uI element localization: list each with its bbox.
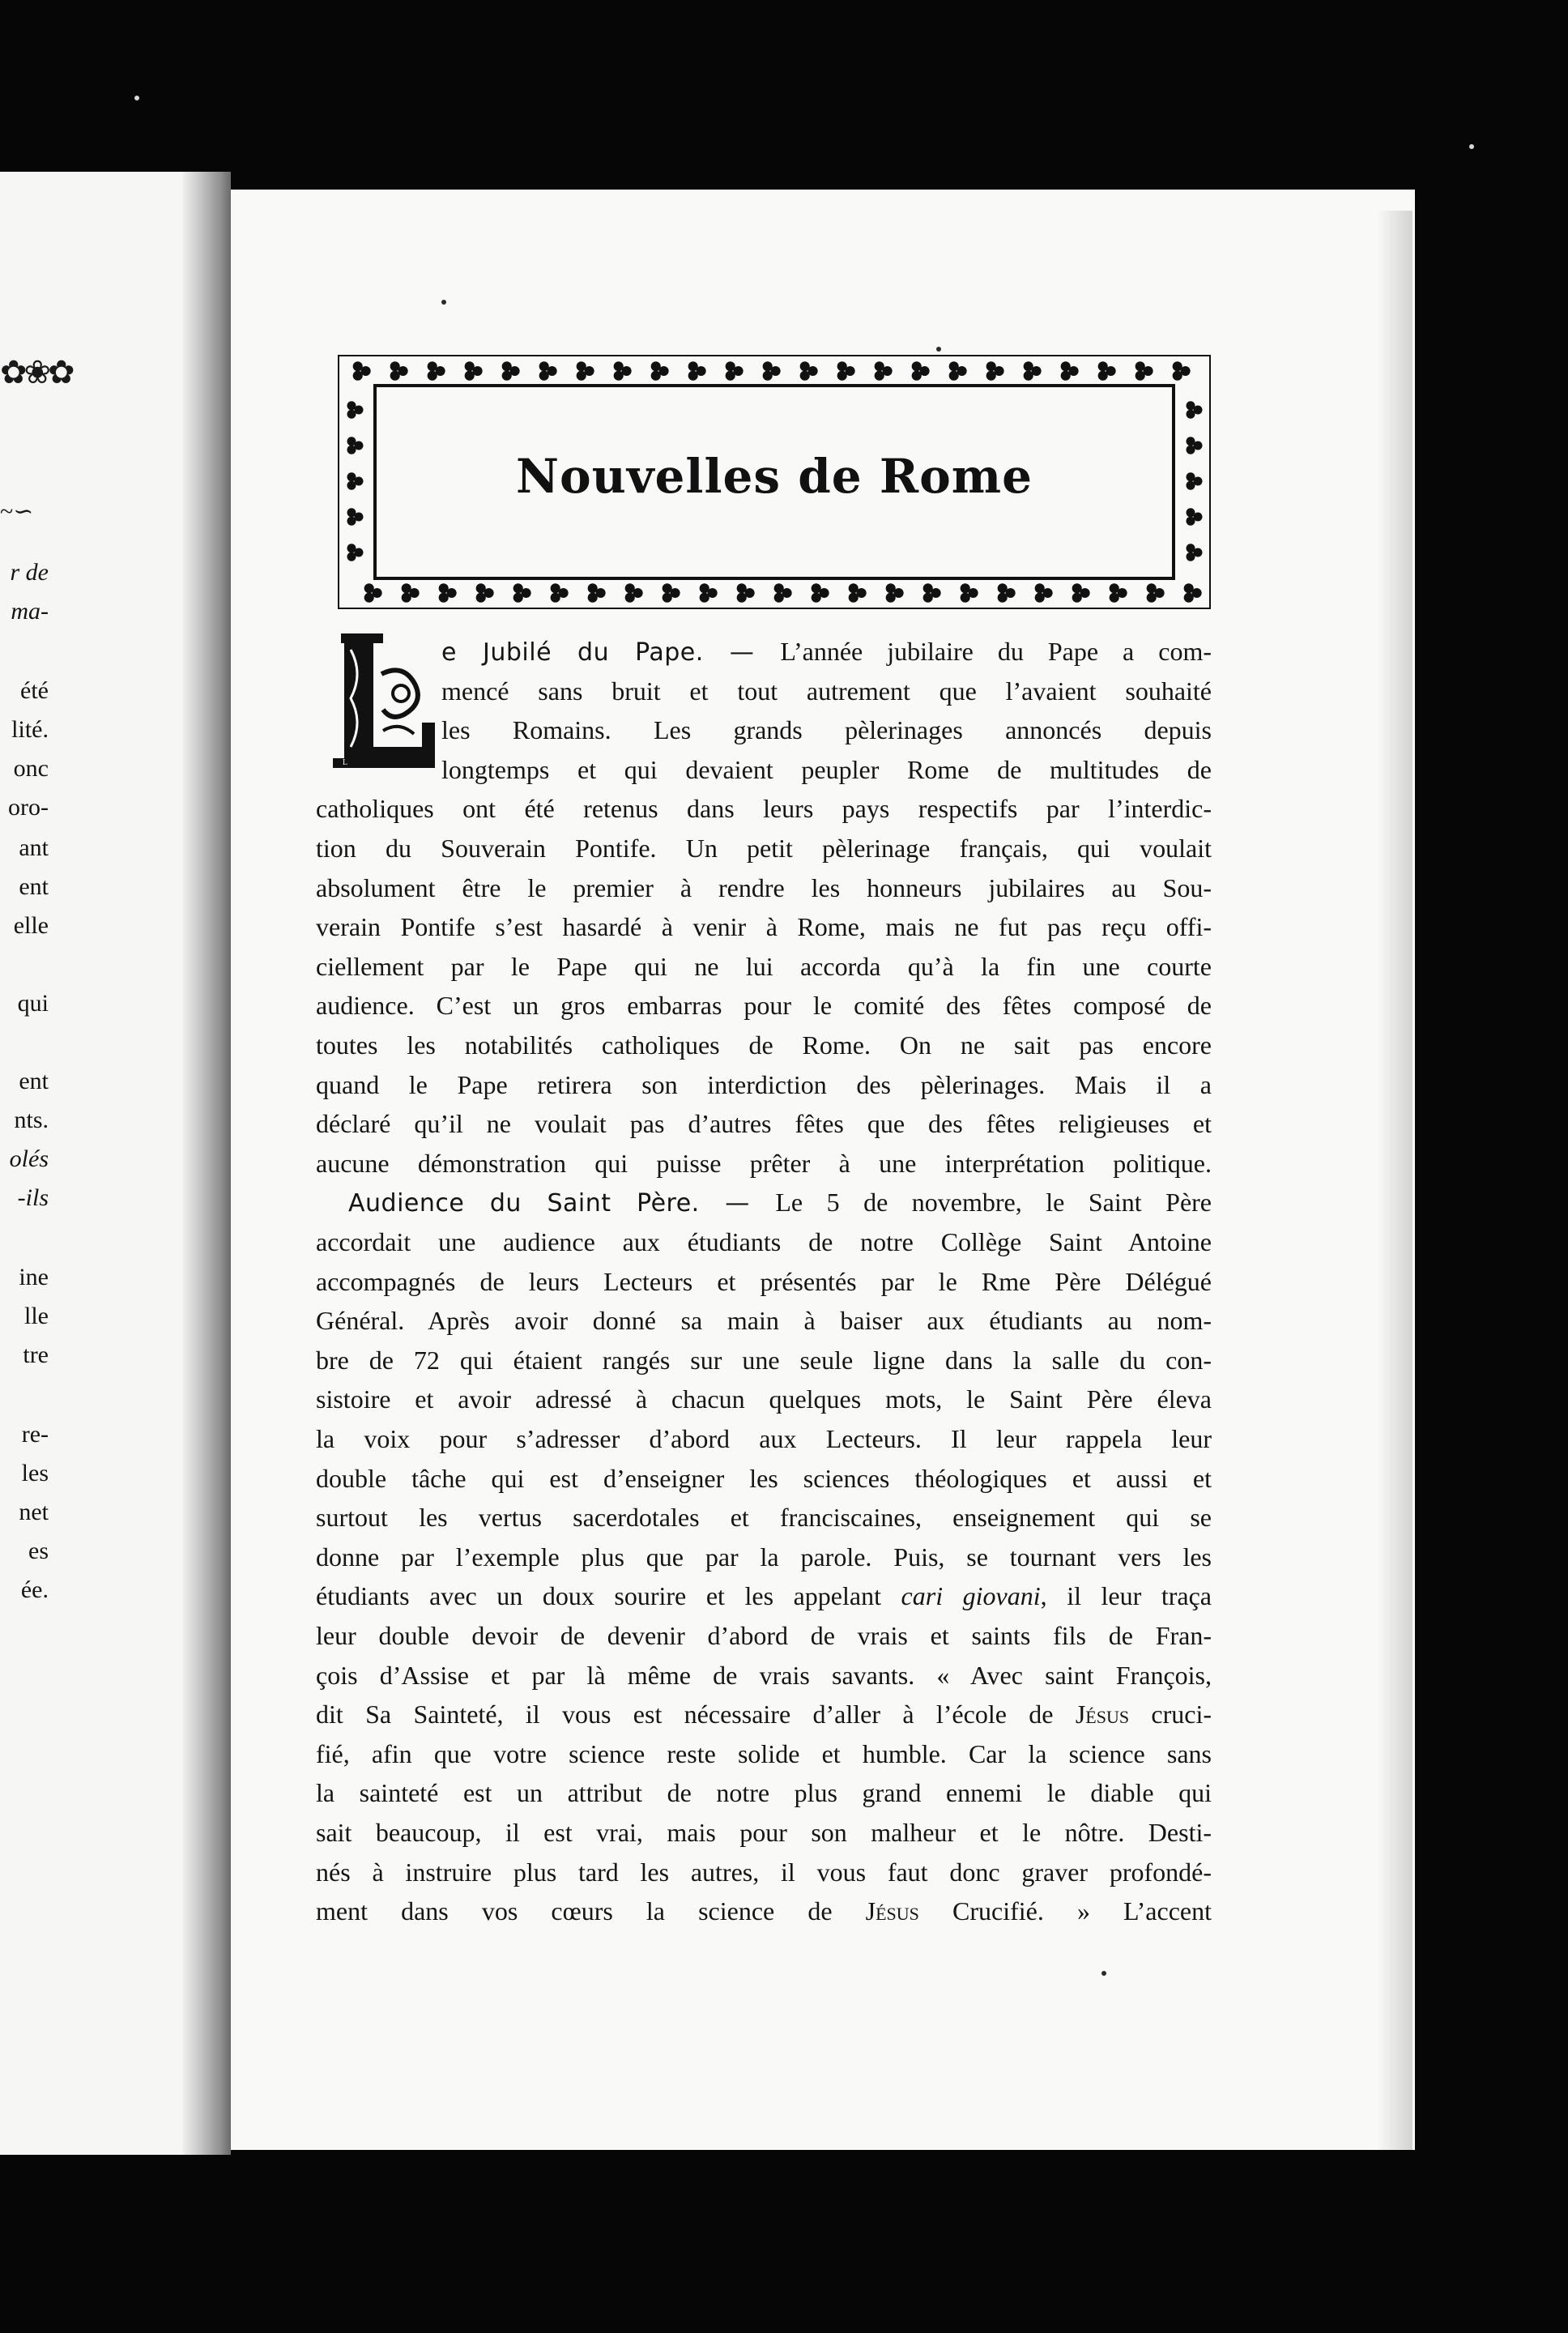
text-line [316, 1341, 1212, 1380]
text-line [316, 1419, 1212, 1458]
text-line [316, 1222, 1212, 1261]
left-page-fragment: nts. [14, 1107, 49, 1133]
text-segment: cruci- [1129, 1700, 1212, 1729]
left-page-fragment: r de [10, 559, 49, 586]
text-line [441, 710, 1212, 749]
text-line [316, 1380, 1212, 1418]
text-segment: ment dans vos cœurs la science de [316, 1896, 866, 1926]
drop-cap-letter: L [343, 758, 348, 767]
text-line [316, 1695, 1212, 1734]
text-line [316, 1104, 1212, 1143]
paragraph-heading: Audience du Saint Père. — [348, 1189, 776, 1218]
text-line [316, 1576, 1212, 1615]
left-page-fragment: es [28, 1538, 49, 1564]
left-page-ornament: ✿❀✿ [0, 354, 72, 390]
text-segment: bre de 72 qui étaient rangés sur une seule ligne dans la salle du con- [316, 1346, 1212, 1375]
left-page-fragment: onc [13, 755, 49, 782]
text-line [316, 1301, 1212, 1340]
text-segment: absolument être le premier à rendre les honneurs jubilaires au Sou- [316, 873, 1212, 902]
dust-speck [134, 96, 139, 100]
left-page-fragment: les [21, 1460, 49, 1486]
text-line [316, 947, 1212, 986]
text-segment: Jésus [865, 1896, 919, 1926]
text-line [316, 1459, 1212, 1498]
paragraph-heading: e Jubilé du Pape. — [441, 638, 781, 667]
text-line [316, 1616, 1212, 1655]
text-segment: audience. C’est un gros embarras pour le comité des fêtes composé de [316, 991, 1212, 1020]
text-line [316, 829, 1212, 868]
left-page-fragment: ée. [20, 1576, 49, 1603]
dust-speck [936, 347, 941, 352]
left-page-fragment: oro- [8, 794, 49, 821]
section-title: Nouvelles de Rome [515, 449, 1033, 504]
text-line [316, 1144, 1212, 1183]
text-segment: cari giovani [901, 1581, 1041, 1610]
left-page-fragment: lle [24, 1303, 49, 1329]
text-segment: L’année jubilaire du Pape a com- [780, 637, 1212, 666]
left-page-fragment: re- [21, 1421, 49, 1448]
text-segment: ciellement par le Pape qui ne lui accorda qu’à la fin une courte [316, 952, 1212, 981]
text-segment: la voix pour s’adresser d’abord aux Lecteurs. Il leur rappela leur [316, 1424, 1212, 1453]
text-segment: sait beaucoup, il est vrai, mais pour son malheur et le nôtre. Desti- [316, 1818, 1212, 1847]
header-ornament-frame [336, 353, 1212, 611]
text-line [316, 1853, 1212, 1892]
text-line [316, 1773, 1212, 1812]
text-segment: dit Sa Sainteté, il vous est nécessaire d’aller à l’école de [316, 1700, 1076, 1729]
text-segment: Le 5 de novembre, le Saint Père [775, 1188, 1212, 1217]
left-page-fragment: elle [13, 912, 49, 939]
text-segment: surtout les vertus sacerdotales et franciscaines, enseignement qui se [316, 1503, 1212, 1532]
text-segment: tion du Souverain Pontife. Un petit pèlerinage français, qui voulait [316, 834, 1212, 863]
text-segment: , il leur traça [1040, 1581, 1212, 1610]
text-line [316, 1498, 1212, 1537]
text-segment: Général. Après avoir donné sa main à baiser aux étudiants au nom- [316, 1306, 1212, 1335]
left-page-divider: ~∽ [0, 498, 34, 525]
text-segment: aucune démonstration qui puisse prêter à une interprétation politique. [316, 1149, 1212, 1178]
text-segment: leur double devoir de devenir d’abord de vrais et saints fils de Fran- [316, 1621, 1212, 1650]
text-line [348, 1183, 1212, 1222]
left-page-fragment: -ils [17, 1184, 49, 1211]
dust-speck [1101, 1971, 1106, 1976]
text-segment: mencé sans bruit et tout autrement que l’avaient souhaité [441, 676, 1212, 706]
dust-speck [1469, 144, 1474, 149]
text-line [316, 1656, 1212, 1695]
text-segment: double tâche qui est d’enseigner les sciences théologiques et aussi et [316, 1464, 1212, 1493]
left-page-fragment: ant [19, 834, 49, 861]
text-segment: longtemps et qui devaient peupler Rome de multitudes de [441, 755, 1212, 784]
text-segment: çois d’Assise et par là même de vrais savants. « Avec saint François, [316, 1661, 1212, 1690]
text-segment: catholiques ont été retenus dans leurs pays respectifs par l’interdic- [316, 794, 1212, 823]
text-line [316, 868, 1212, 907]
text-segment: étudiants avec un doux sourire et les appelant [316, 1581, 901, 1610]
text-segment: les Romains. Les grands pèlerinages annoncés depuis [441, 715, 1212, 744]
text-segment: fié, afin que votre science reste solide et humble. Car la science sans [316, 1739, 1212, 1768]
text-segment: toutes les notabilités catholiques de Rome. On ne sait pas encore [316, 1030, 1212, 1060]
text-line [316, 1065, 1212, 1104]
text-segment: sistoire et avoir adressé à chacun quelques mots, le Saint Père éleva [316, 1384, 1212, 1414]
page-edge-shadow [1377, 211, 1412, 2150]
text-segment: Crucifié. » L’accent [918, 1896, 1212, 1926]
text-segment: quand le Pape retirera son interdiction des pèlerinages. Mais il a [316, 1070, 1212, 1099]
text-line [441, 672, 1212, 710]
text-line [316, 986, 1212, 1025]
text-line [316, 907, 1212, 946]
text-line [316, 1026, 1212, 1064]
left-page-fragment: ent [19, 873, 49, 900]
text-segment: Jésus [1075, 1700, 1130, 1729]
text-segment: verain Pontife s’est hasardé à venir à Rome, mais ne fut pas reçu offi- [316, 912, 1212, 941]
text-line [316, 1813, 1212, 1852]
left-page-fragment: ma- [11, 598, 49, 625]
text-line [441, 632, 1212, 671]
left-page-fragment: net [19, 1499, 49, 1525]
text-segment: déclaré qu’il ne voulait pas d’autres fêtes que des fêtes religieuses et [316, 1109, 1212, 1138]
left-page-fragment: été [20, 677, 49, 704]
text-line [316, 789, 1212, 828]
text-segment: accompagnés de leurs Lecteurs et présentés par le Rme Père Délégué [316, 1267, 1212, 1296]
left-page-fragment: lité. [11, 716, 49, 743]
text-line [316, 1262, 1212, 1301]
text-line [316, 1892, 1212, 1930]
text-segment: la sainteté est un attribut de notre plus grand ennemi le diable qui [316, 1778, 1212, 1807]
text-line [441, 750, 1212, 789]
text-segment: accordait une audience aux étudiants de notre Collège Saint Antoine [316, 1227, 1212, 1256]
left-page-fragment: olés [9, 1145, 49, 1172]
text-segment: donne par l’exemple plus que par la parole. Puis, se tournant vers les [316, 1542, 1212, 1572]
text-line [316, 1538, 1212, 1576]
left-page-fragment: ent [19, 1068, 49, 1094]
left-page-fragment: ine [19, 1264, 49, 1290]
book-gutter [182, 172, 231, 2155]
drop-cap [326, 625, 448, 776]
left-page-fragment: tre [23, 1341, 49, 1368]
text-segment: nés à instruire plus tard les autres, il vous faut donc graver profondé- [316, 1857, 1212, 1887]
dust-speck [441, 300, 446, 305]
left-page-fragment: qui [17, 990, 49, 1017]
text-line [316, 1734, 1212, 1773]
